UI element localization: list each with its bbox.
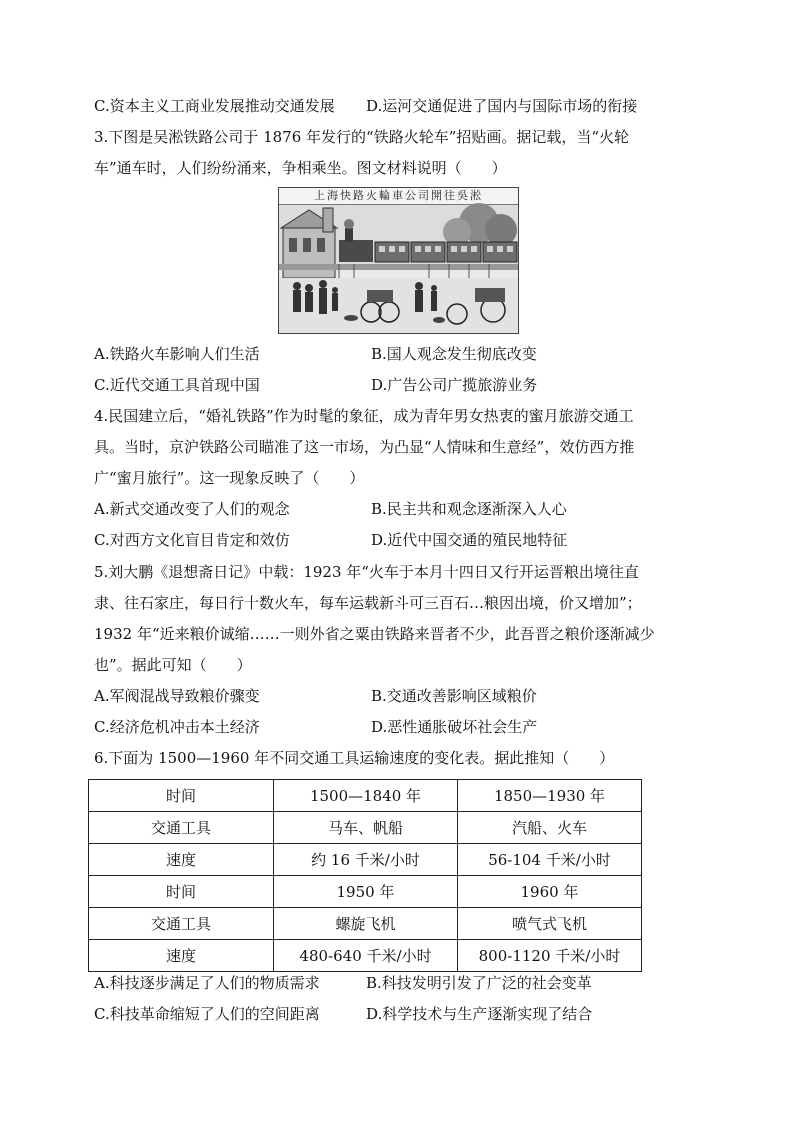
table-cell: 800-1120 千米/小时 [458, 940, 642, 972]
q4-options-row1 [94, 498, 694, 520]
q5-option-a[interactable]: A.军阀混战导致粮价骤变 [94, 687, 260, 705]
table-row [89, 844, 642, 876]
prev-question-options [94, 95, 694, 117]
q6-stem-line1: 6.下面为 1500—1960 年不同交通工具运输速度的变化表。据此推知（ ） [94, 749, 615, 767]
table-cell: 1850—1930 年 [458, 780, 642, 812]
table-cell: 螺旋飞机 [274, 908, 458, 940]
table-cell: 交通工具 [89, 812, 274, 844]
q5-options-row2 [94, 716, 694, 738]
table-cell: 56-104 千米/小时 [458, 844, 642, 876]
q3-option-d[interactable]: D.广告公司广揽旅游业务 [371, 376, 538, 394]
q4-option-d[interactable]: D.近代中国交通的殖民地特征 [371, 531, 568, 549]
q5-option-d[interactable]: D.恶性通胀破坏社会生产 [371, 718, 538, 736]
table-row [89, 876, 642, 908]
table-cell: 速度 [89, 940, 274, 972]
q3-options-row2 [94, 374, 694, 396]
table-cell: 速度 [89, 844, 274, 876]
q5-options-row1 [94, 685, 694, 707]
q6-options-row1 [94, 972, 694, 994]
table-row [89, 812, 642, 844]
q5-stem-line4: 也”。据此可知（ ） [94, 656, 252, 674]
poster-illustration [279, 188, 518, 333]
table-cell: 马车、帆船 [274, 812, 458, 844]
q6-option-d[interactable]: D.科学技术与生产逐渐实现了结合 [366, 1005, 593, 1023]
q3-option-a[interactable]: A.铁路火车影响人们生活 [94, 345, 260, 363]
table-row [89, 780, 642, 812]
q5-option-c[interactable]: C.经济危机冲击本土经济 [94, 718, 260, 736]
q4-option-a[interactable]: A.新式交通改变了人们的观念 [94, 500, 290, 518]
table-cell: 1960 年 [458, 876, 642, 908]
q3-stem-line2: 车”通车时，人们纷纷涌来，争相乘坐。图文材料说明（ ） [94, 159, 507, 177]
table-row [89, 908, 642, 940]
q3-option-c[interactable]: C.近代交通工具首现中国 [94, 376, 260, 394]
q5-option-b[interactable]: B.交通改善影响区域粮价 [371, 687, 537, 705]
option-c: C.资本主义工商业发展推动交通发展 [94, 97, 335, 115]
q6-option-b[interactable]: B.科技发明引发了广泛的社会变革 [366, 974, 592, 992]
table-cell: 约 16 千米/小时 [274, 844, 458, 876]
q6-option-c[interactable]: C.科技革命缩短了人们的空间距离 [94, 1005, 320, 1023]
table-cell: 1950 年 [274, 876, 458, 908]
q3-option-b[interactable]: B.国人观念发生彻底改变 [371, 345, 537, 363]
q5-stem-line3: 1932 年“近来粮价诚缩……一则外省之粟由铁路来晋者不少，此吾晋之粮价逐渐减少 [94, 625, 655, 643]
table-cell: 480-640 千米/小时 [274, 940, 458, 972]
q5-stem-line1: 5.刘大鹏《退想斋日记》中载：1923 年“火车于本月十四日又行开运晋粮出境往直 [94, 563, 639, 581]
table-cell: 1500—1840 年 [274, 780, 458, 812]
option-d: D.运河交通促进了国内与国际市场的衔接 [366, 97, 638, 115]
railway-poster-image [278, 187, 519, 334]
q6-options-row2 [94, 1003, 694, 1025]
table-cell: 汽船、火车 [458, 812, 642, 844]
q4-stem-line1: 4.民国建立后，“婚礼铁路”作为时髦的象征，成为青年男女热衷的蜜月旅游交通工 [94, 407, 634, 425]
q3-options-row1 [94, 343, 694, 365]
q4-options-row2 [94, 529, 694, 551]
q4-stem-line2: 具。当时，京沪铁路公司瞄准了这一市场，为凸显“人情味和生意经”，效仿西方推 [94, 438, 635, 456]
q6-option-a[interactable]: A.科技逐步满足了人们的物质需求 [94, 974, 320, 992]
table-cell: 喷气式飞机 [458, 908, 642, 940]
q4-option-c[interactable]: C.对西方文化盲目肯定和效仿 [94, 531, 290, 549]
table-cell: 时间 [89, 876, 274, 908]
table-row [89, 940, 642, 972]
table-cell: 时间 [89, 780, 274, 812]
transport-speed-table [88, 779, 642, 972]
poster-title: 上海快路火輪車公司開往吳淞 [279, 188, 518, 205]
q4-stem-line3: 广“蜜月旅行”。这一现象反映了（ ） [94, 469, 365, 487]
q4-option-b[interactable]: B.民主共和观念逐渐深入人心 [371, 500, 567, 518]
q3-stem-line1: 3.下图是吴淞铁路公司于 1876 年发行的“铁路火轮车”招贴画。据记载，当“火轮 [94, 128, 630, 146]
q5-stem-line2: 隶、往石家庄，每日行十数火车，每车运载新斗可三百石…粮因出境，价又增加”； [94, 594, 642, 612]
table-cell: 交通工具 [89, 908, 274, 940]
